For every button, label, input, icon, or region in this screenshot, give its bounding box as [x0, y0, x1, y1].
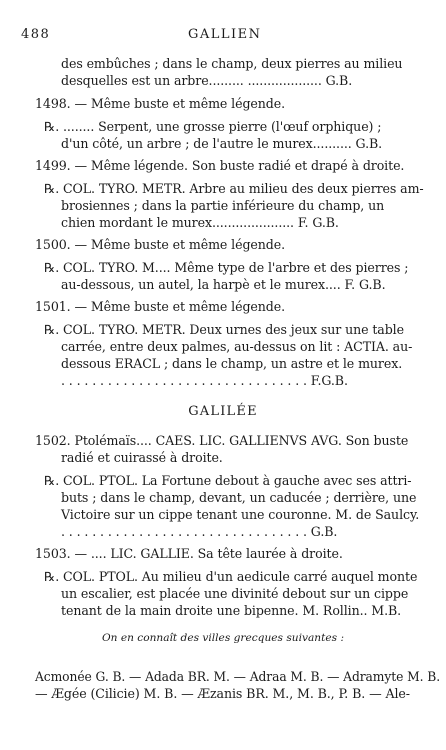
entry-heading: 1499. — Même légende. Son buste radié et drapé à droite.: [35, 158, 405, 173]
city-list-line: Acmonée G. B. — Adada BR. M. — Adraa M. B. — Adramyte M. B.: [35, 669, 441, 684]
entry-line: un escalier, est placée une divinité debout sur un cippe: [61, 586, 409, 601]
entry-heading: 1501. — Même buste et même légende.: [35, 299, 285, 314]
entry-heading: 1503. — .... LIC. GALLIE. Sa tête laurée à droite.: [35, 546, 343, 561]
running-title: GALLIEN: [188, 27, 262, 42]
entry-line: Victoire sur un cippe tenant une couronne. M. de Saulcy.: [61, 507, 420, 522]
entry-line: au-dessous, un autel, la harpè et le murex.... F. G.B.: [61, 277, 386, 292]
reverse-line: ℞. COL. TYRO. METR. Arbre au milieu des deux pierres am-: [44, 181, 424, 196]
reverse-line: ℞. COL. PTOL. La Fortune debout à gauche avec ses attri-: [44, 473, 412, 488]
entry-line: dessous ERACL ; dans le champ, un astre et le murex.: [61, 356, 403, 371]
entry-line: des embûches ; dans le champ, deux pierres au milieu: [61, 56, 403, 71]
reverse-line: ℞. COL. TYRO. M.... Même type de l'arbre et des pierres ;: [44, 260, 409, 275]
note-line: On en connaît des villes grecques suivantes :: [101, 632, 345, 644]
entry-line: radié et cuirassé à droite.: [61, 450, 223, 465]
entry-line: . . . . . . . . . . . . . . . . . . . . . . . . . . . . . . . . F.G.B.: [61, 373, 348, 388]
reverse-line: ℞. ........ Serpent, une grosse pierre (l'œuf orphique) ;: [44, 119, 382, 134]
city-list-line: — Ægée (Cilicie) M. B. — Æzanis BR. M., M. B., P. B. — Ale-: [35, 686, 410, 701]
reverse-line: ℞. COL. TYRO. METR. Deux urnes des jeux sur une table: [44, 322, 404, 337]
entry-heading: 1502. Ptolémaïs.... CAES. LIC. GALLIENVS AVG. Son buste: [35, 433, 409, 448]
page-number: 488: [21, 27, 51, 42]
entry-line: carrée, entre deux palmes, au-dessus on lit : ACTIA. au-: [61, 339, 413, 354]
entry-line: tenant de la main droite une bipenne. M. Rollin.. M.B.: [61, 603, 402, 618]
entry-line: d'un côté, un arbre ; de l'autre le murex.......... G.B.: [61, 136, 383, 151]
entry-heading: 1498. — Même buste et même légende.: [35, 96, 285, 111]
entry-line: desquelles est un arbre......... ................... G.B.: [61, 73, 353, 88]
entry-line: brosiennes ; dans la partie inférieure du champ, un: [61, 198, 385, 213]
entry-line: chien mordant le murex..................... F. G.B.: [61, 215, 339, 230]
reverse-line: ℞. COL. PTOL. Au milieu d'un aedicule carré auquel monte: [44, 569, 418, 584]
entry-heading: 1500. — Même buste et même légende.: [35, 237, 285, 252]
entry-line: . . . . . . . . . . . . . . . . . . . . . . . . . . . . . . . . G.B.: [61, 524, 338, 539]
entry-line: buts ; dans le champ, devant, un caducée ; derrière, une: [61, 490, 417, 505]
section-title: GALILÉE: [188, 404, 258, 419]
